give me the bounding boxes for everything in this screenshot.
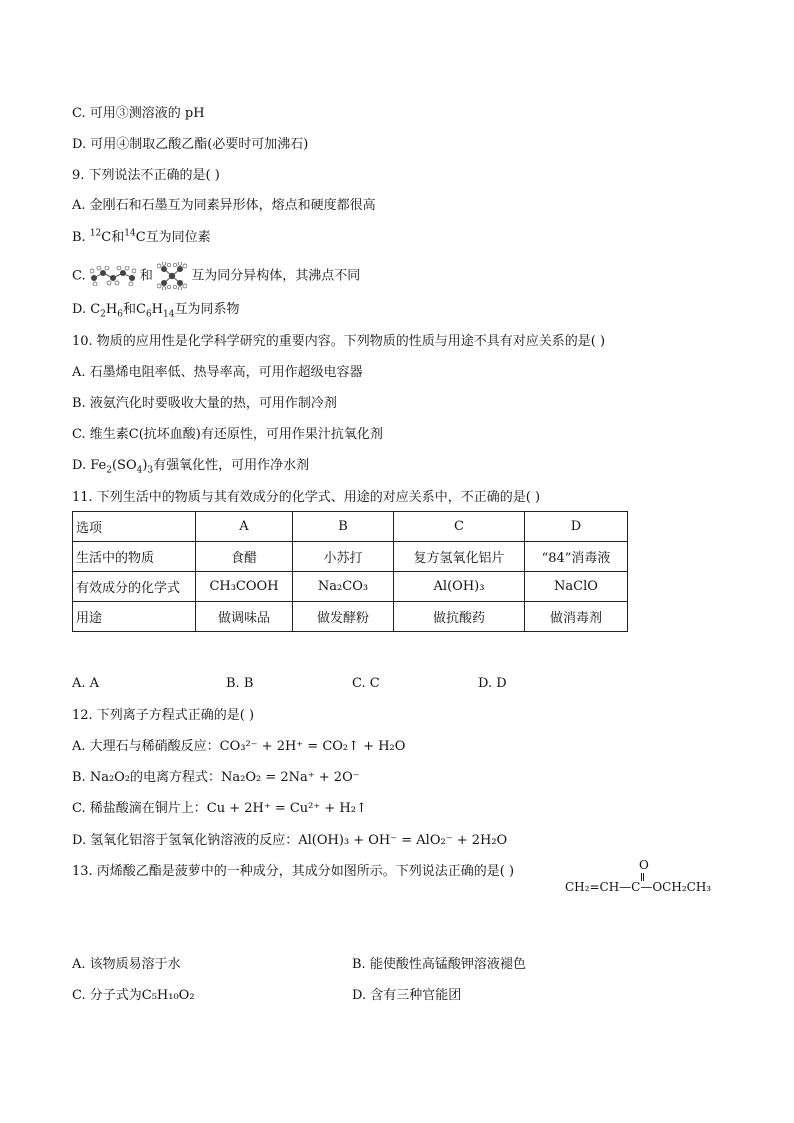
table-cell: 做消毒剂 <box>525 602 628 632</box>
table-cell: NaClO <box>525 572 628 602</box>
table-cell: 食醋 <box>196 542 293 572</box>
q9-d-sub: 14 <box>163 309 175 320</box>
q9-d-text: D. C <box>72 302 101 317</box>
table-row-label: 用途 <box>73 602 196 632</box>
q9-option-b <box>72 230 211 246</box>
q9-d-sub: 6 <box>145 309 152 320</box>
q10-option-d <box>72 458 309 474</box>
q10-d-paren: ) <box>142 458 148 473</box>
table-cell: Na₂CO₃ <box>293 572 394 602</box>
q12-stem: 12. 下列离子方程式正确的是( ) <box>72 708 255 723</box>
q9-d-sub: 6 <box>117 309 123 320</box>
table-header-cell: 选项 <box>73 512 196 542</box>
table-cell: 复方氢氧化铝片 <box>394 542 525 572</box>
q9-b-mass1: 12 <box>89 228 102 239</box>
q10-d-text: 有强氧化性，可用作净水剂 <box>153 458 310 473</box>
q12-option-b: B. Na₂O₂的电离方程式：Na₂O₂ = 2Na⁺ + 2O⁻ <box>72 770 360 785</box>
table-cell: 做调味品 <box>196 602 293 632</box>
table-row <box>73 542 628 572</box>
neopentane-ball-stick-model-image <box>157 262 187 290</box>
q9-option-c <box>72 262 360 290</box>
q8-option-d: D. 可用④制取乙酸乙酯(必要时可加沸石) <box>72 137 309 152</box>
q13-structural-formula <box>565 860 725 894</box>
q9-d-text: H <box>105 302 118 317</box>
q9-b-mass2: 14 <box>124 228 136 239</box>
q13-carbonyl-oxygen: O <box>639 858 649 872</box>
table-cell: “84”消毒液 <box>525 542 628 572</box>
q11-option-b: B. B <box>226 676 254 691</box>
table-row <box>73 572 628 602</box>
table-cell: CH₃COOH <box>196 572 293 602</box>
table-cell: 做抗酸药 <box>394 602 525 632</box>
q10-d-text: (SO <box>111 458 137 473</box>
q9-stem: 9. 下列说法不正确的是( ) <box>72 168 220 183</box>
table-header-cell: D <box>525 512 628 542</box>
table-row <box>73 512 628 542</box>
q10-d-sub: 3 <box>147 465 154 476</box>
q10-option-a: A. 石墨烯电阻率低、热导率高，可用作超级电容器 <box>72 365 363 380</box>
q9-d-text: 和C <box>122 302 146 317</box>
q12-option-d: D. 氢氧化铝溶于氢氧化钠溶液的反应：Al(OH)₃ + OH⁻ = AlO₂⁻ + 2H₂O <box>72 833 508 848</box>
table-cell: Al(OH)₃ <box>394 572 525 602</box>
q9-option-a: A. 金刚石和石墨互为同素异形体，熔点和硬度都很高 <box>72 198 376 213</box>
q10-option-c: C. 维生素C(抗坏血酸)有还原性，可用作果汁抗氧化剂 <box>72 427 383 442</box>
q11-option-c: C. C <box>352 676 380 691</box>
q9-d-sub: 2 <box>100 309 106 320</box>
table-cell: 小苏打 <box>293 542 394 572</box>
q12-option-c: C. 稀盐酸滴在铜片上：Cu + 2H⁺ = Cu²⁺ + H₂↑ <box>72 801 367 816</box>
q9-b-suffix: C互为同位素 <box>135 230 211 245</box>
q9-c-prefix: C. <box>72 268 90 284</box>
table-header-cell: A <box>196 512 293 542</box>
q13-option-c: C. 分子式为C₅H₁₀O₂ <box>72 988 195 1003</box>
q11-table <box>72 511 628 632</box>
table-row <box>73 602 628 632</box>
q9-b-prefix: B. <box>72 230 90 245</box>
q10-stem: 10. 物质的应用性是化学科学研究的重要内容。下列物质的性质与用途不具有对应关系的是( ) <box>72 334 606 349</box>
q9-d-text: H <box>151 302 164 317</box>
q12-option-a: A. 大理石与稀硝酸反应：CO₃²⁻ + 2H⁺ = CO₂↑ + H₂O <box>72 739 406 754</box>
q10-d-text: D. Fe <box>72 458 107 473</box>
q10-d-sub: 2 <box>106 465 112 476</box>
table-row-label: 有效成分的化学式 <box>73 572 196 602</box>
q10-option-b: B. 液氨汽化时要吸收大量的热，可用作制冷剂 <box>72 396 337 411</box>
q8-option-c: C. 可用③测溶液的 pH <box>72 106 205 121</box>
q13-option-a: A. 该物质易溶于水 <box>72 957 181 972</box>
q9-c-and: 和 <box>139 268 153 284</box>
q9-c-suffix: 互为同分异构体，其沸点不同 <box>191 268 361 284</box>
pentane-ball-stick-model-image <box>90 266 136 286</box>
q11-stem: 11. 下列生活中的物质与其有效成分的化学式、用途的对应关系中，不正确的是( ) <box>72 490 541 505</box>
q13-stem: 13. 丙烯酸乙酯是菠萝中的一种成分，其成分如图所示。下列说法正确的是( ) <box>72 864 515 879</box>
q9-option-d <box>72 302 239 318</box>
table-cell: 做发酵粉 <box>293 602 394 632</box>
q11-option-a: A. A <box>72 676 100 691</box>
q13-formula-chain: CH₂=CH—C—OCH₂CH₃ <box>565 880 712 894</box>
q9-b-mid: C和 <box>101 230 125 245</box>
q13-option-d: D. 含有三种官能团 <box>352 988 462 1003</box>
q9-d-text: 互为同系物 <box>174 302 240 317</box>
q13-option-b: B. 能使酸性高锰酸钾溶液褪色 <box>352 957 526 972</box>
table-header-cell: C <box>394 512 525 542</box>
q10-d-sub: 4 <box>136 465 143 476</box>
table-row-label: 生活中的物质 <box>73 542 196 572</box>
table-header-cell: B <box>293 512 394 542</box>
q11-option-d: D. D <box>478 676 507 691</box>
